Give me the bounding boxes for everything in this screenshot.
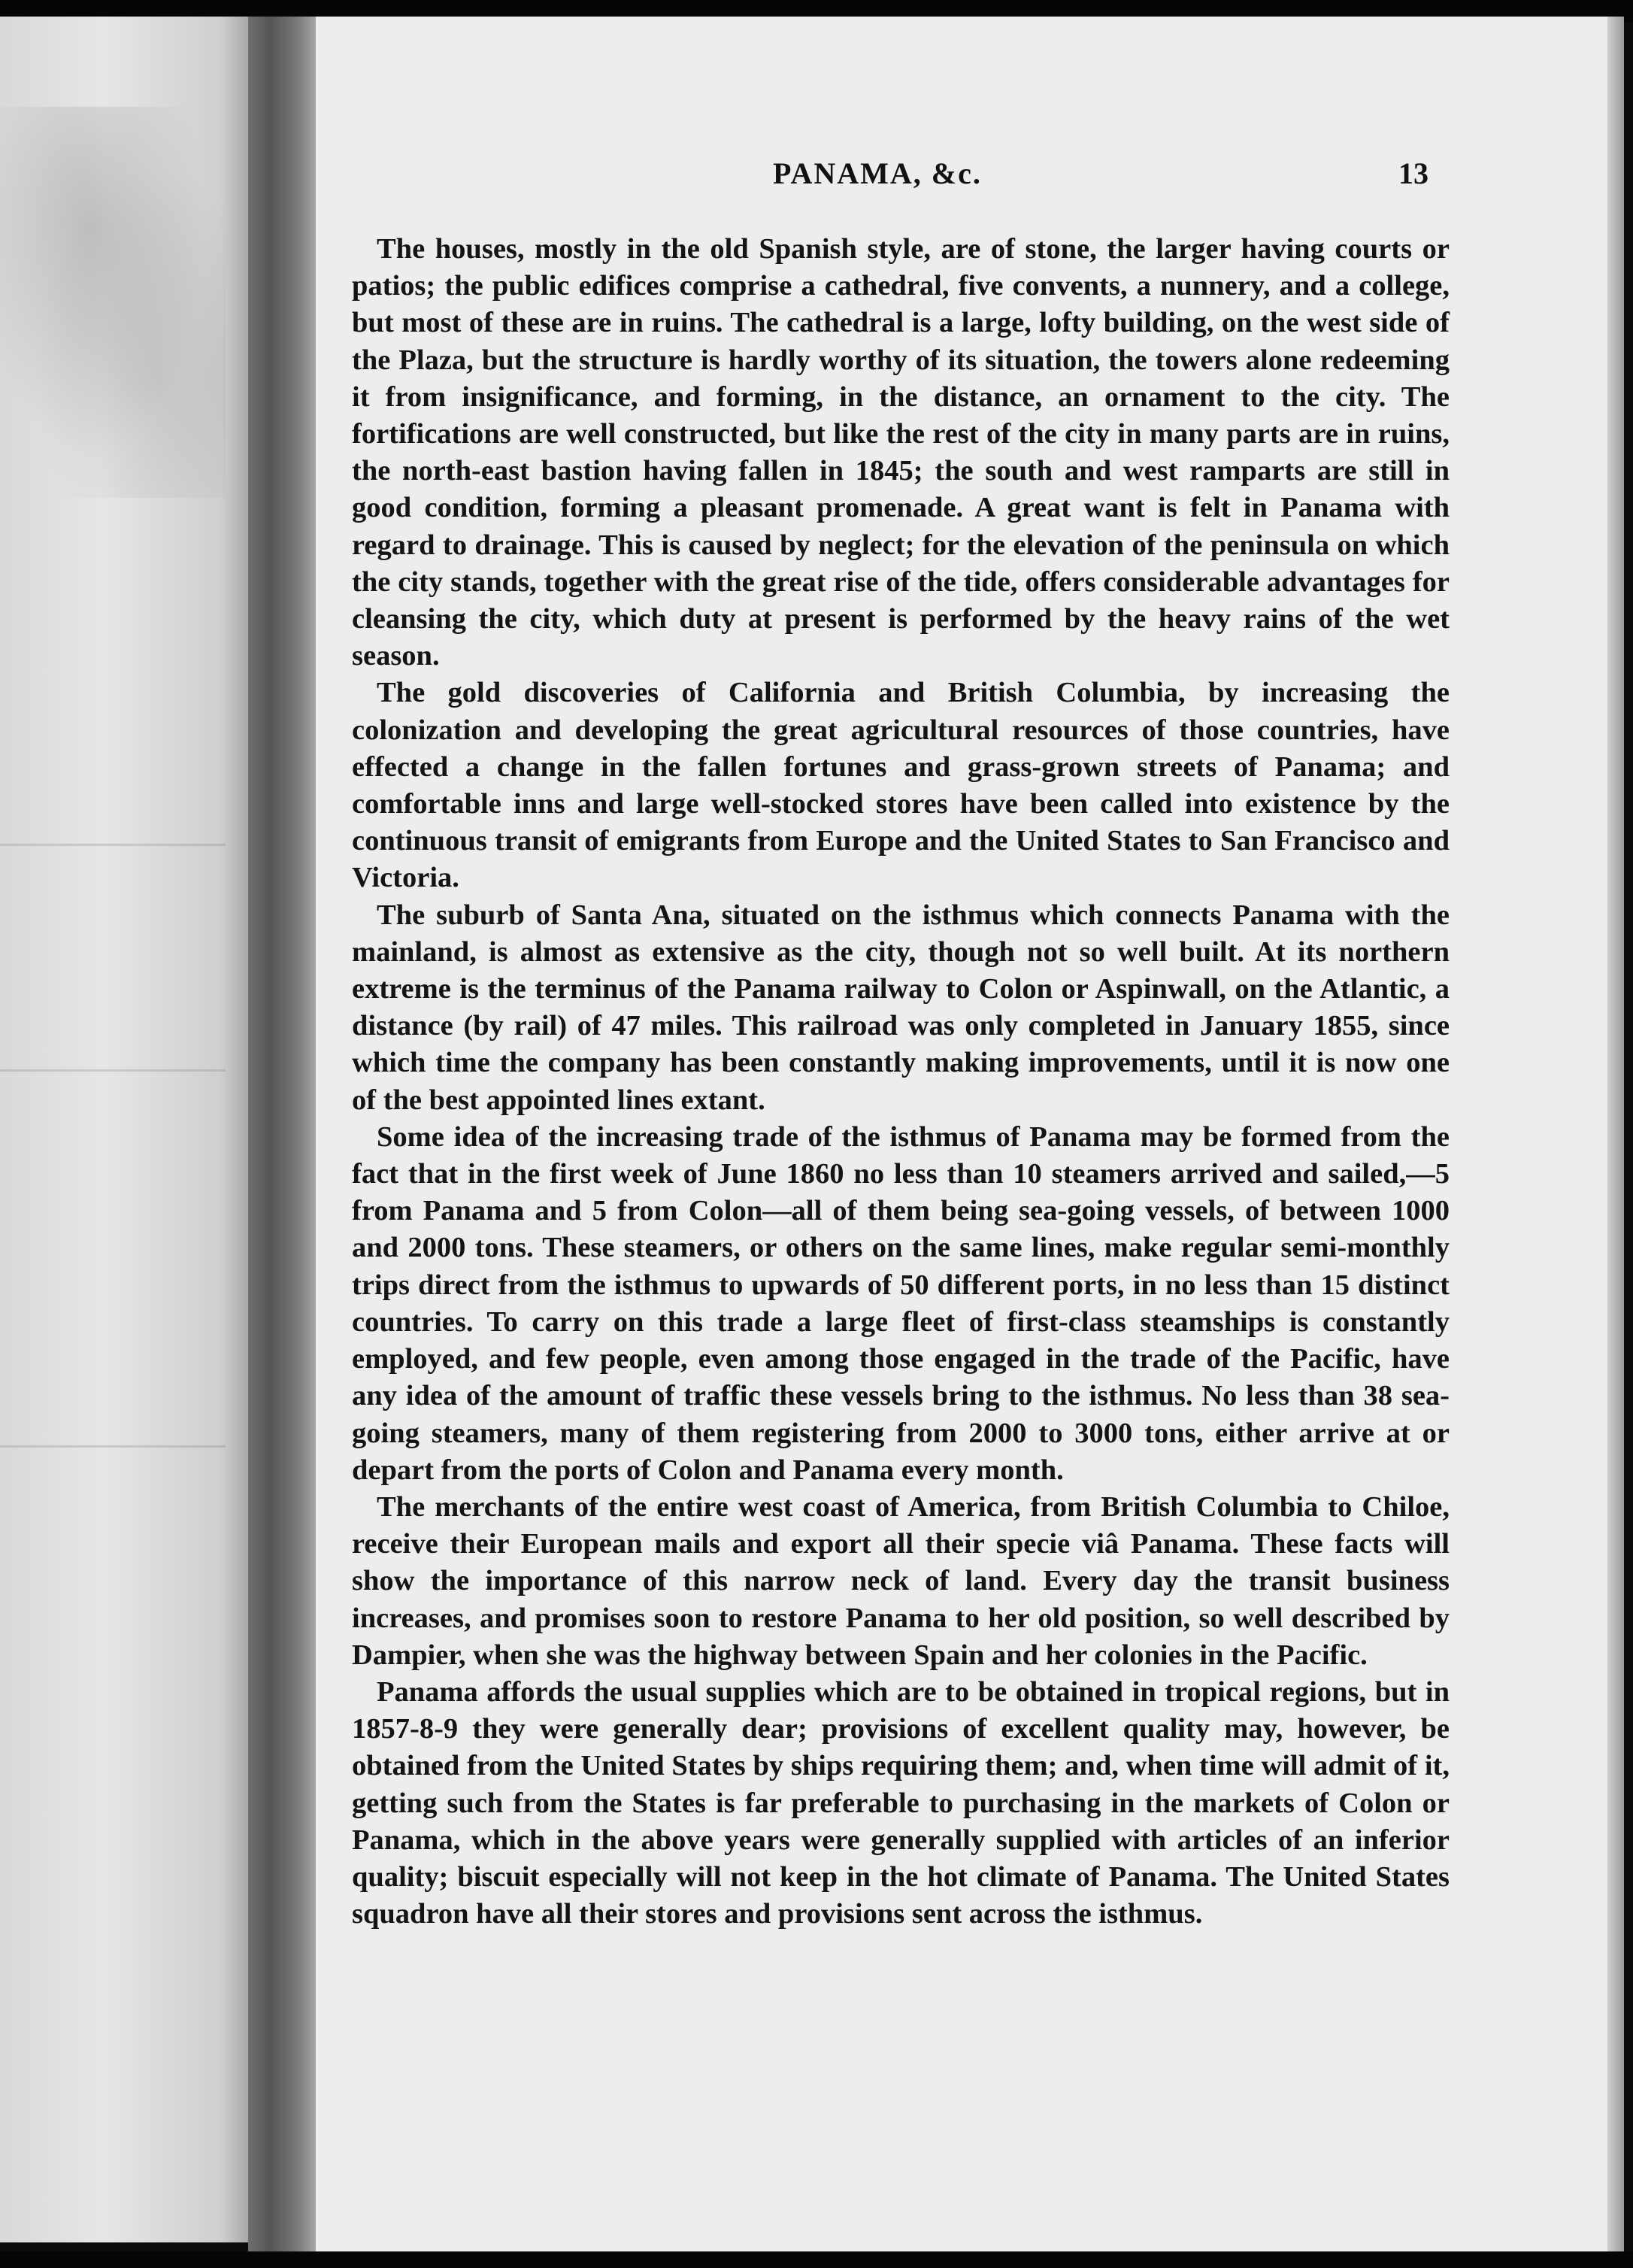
faint-rule	[0, 844, 226, 846]
paragraph: The merchants of the entire west coast of America, from British Columbia to Chiloe, receive their European mails and export all their specie viâ Panama. These facts will show the importance of this narrow neck of land. Every day the transit business increases, and promises soon to restore Panama to her old position, so well described by Dampier, when she was the highway between Spain and her colonies in the Pacific.	[352, 1490, 1450, 1671]
scan-border-bottom	[0, 2251, 1633, 2268]
paragraph: The suburb of Santa Ana, situated on the isthmus which connects Panama with the mainland, is almost as extensive as the city, though not so well built. At its northern extreme is the terminus of the Panama railway to Colon or Aspinwall, on the Atlantic, a distance (by rail) of 47 miles. This railroad was only completed in January 1855, since which time the company has been constantly making improvements, until it is now one of the best appointed lines extant.	[352, 899, 1450, 1116]
body-text	[352, 231, 1450, 1933]
page-edge	[1607, 17, 1624, 2254]
faint-map-illustration	[0, 107, 226, 498]
adjacent-page-bleed	[0, 17, 259, 2242]
paragraph: Some idea of the increasing trade of the isthmus of Panama may be formed from the fact that in the first week of June 1860 no less than 10 steamers arrived and sailed,—5 from Panama and 5 from Colon—all of them being sea-going vessels, of between 1000 and 2000 tons. These steamers, or others on the same lines, make regular semi-monthly trips direct from the isthmus to upwards of 50 different ports, in no less than 15 distinct countries. To carry on this trade a large fleet of first-class steamships is constantly employed, and few people, even among those engaged in the trade of the Pacific, have any idea of the amount of traffic these vessels bring to the isthmus. No less than 38 sea-going steamers, many of them registering from 2000 to 3000 tons, either arrive at or depart from the ports of Colon and Panama every month.	[352, 1120, 1450, 1486]
faint-rule	[0, 1069, 226, 1072]
book-page	[316, 17, 1624, 2254]
running-head	[316, 156, 1624, 201]
paragraph: Panama affords the usual supplies which are to be obtained in tropical regions, but in 1857-8-9 they were generally dear; provisions of excellent quality may, however, be obtained from the United States by ships requiring them; and, when time will admit of it, getting such from the States is far preferable to purchasing in the markets of Colon or Panama, which in the above years were generally supplied with articles of an inferior quality; biscuit especially will not keep in the hot climate of Panama. The United States squadron have all their stores and provisions sent across the isthmus.	[352, 1675, 1450, 1930]
running-title: PANAMA, &c.	[773, 156, 982, 190]
page-number: 13	[1398, 156, 1428, 190]
paragraph: The gold discoveries of California and British Columbia, by increasing the colonization and developing the great agricultural resources of those countries, have effected a change in the fallen fortunes and grass-grown streets of Panama; and comfortable inns and large well-stocked stores have been called into existence by the continuous transit of emigrants from Europe and the United States to San Francisco and Victoria.	[352, 677, 1450, 894]
faint-rule	[0, 1445, 226, 1448]
paragraph: The houses, mostly in the old Spanish style, are of stone, the larger having courts or patios; the public edifices comprise a cathedral, five convents, a nunnery, and a college, but most of these are in ruins. The cathedral is a large, lofty building, on the west side of the Plaza, but the structure is hardly worthy of its situation, the towers alone redeeming it from insignificance, and forming, in the distance, an ornament to the city. The fortifications are well constructed, but like the rest of the city in many parts are in ruins, the north-east bastion having fallen in 1845; the south and west ramparts are still in good condition, forming a pleasant promenade. A great want is felt in Panama with regard to drainage. This is caused by neglect; for the elevation of the peninsula on which the city stands, together with the great rise of the tide, offers considerable advantages for cleansing the city, which duty at present is performed by the heavy rains of the wet season.	[352, 233, 1450, 672]
